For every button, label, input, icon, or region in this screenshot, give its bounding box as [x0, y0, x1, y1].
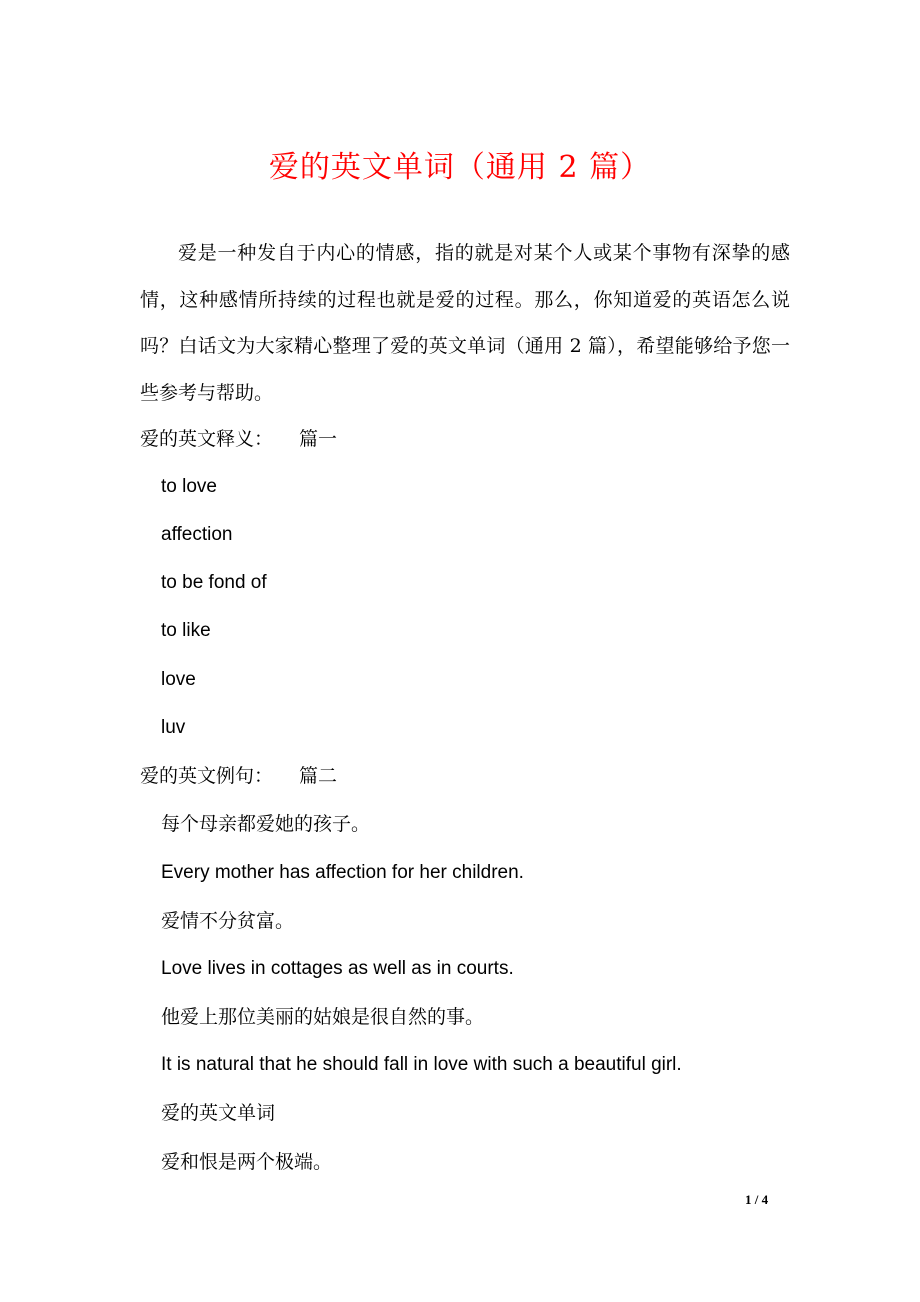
- document-title: 爱的英文单词（通用 2 篇）: [268, 150, 652, 185]
- section1-heading: 爱的英文释义：: [140, 428, 274, 450]
- example-line: Every mother has affection for her children.: [161, 862, 524, 883]
- example-line: 爱和恨是两个极端。: [161, 1151, 333, 1173]
- definition-item: to like: [161, 620, 211, 641]
- example-line: It is natural that he should fall in love with such a beautiful girl.: [161, 1054, 682, 1075]
- definition-item: luv: [161, 717, 186, 738]
- section2-tag: 篇二: [299, 765, 338, 787]
- intro-paragraph: 爱是一种发自于内心的情感，指的就是对某个人或某个事物有深挚的感情，这种感情所持续的过程也就是爱的过程。那么，你知道爱的英语怎么说吗？白话文为大家精心整理了爱的英文单词（通用 2 篇），希望能够给予您一些参考与帮助。: [140, 242, 790, 404]
- example-line: Love lives in cottages as well as in courts.: [161, 958, 514, 979]
- section1-heading-line: [140, 424, 337, 454]
- example-line: 每个母亲都爱她的孩子。: [161, 813, 371, 835]
- example-line: 他爱上那位美丽的姑娘是很自然的事。: [161, 1006, 485, 1028]
- section2-heading-line: [140, 761, 337, 791]
- section1-tag: 篇一: [299, 428, 338, 450]
- section2-heading: 爱的英文例句：: [140, 765, 274, 787]
- definition-item: to love: [161, 476, 217, 497]
- definition-item: affection: [161, 524, 233, 545]
- example-line: 爱的英文单词: [161, 1102, 276, 1124]
- definition-item: to be fond of: [161, 572, 267, 593]
- definition-item: love: [161, 669, 196, 690]
- example-line: 爱情不分贫富。: [161, 910, 295, 932]
- page-number: 1 / 4: [745, 1192, 769, 1207]
